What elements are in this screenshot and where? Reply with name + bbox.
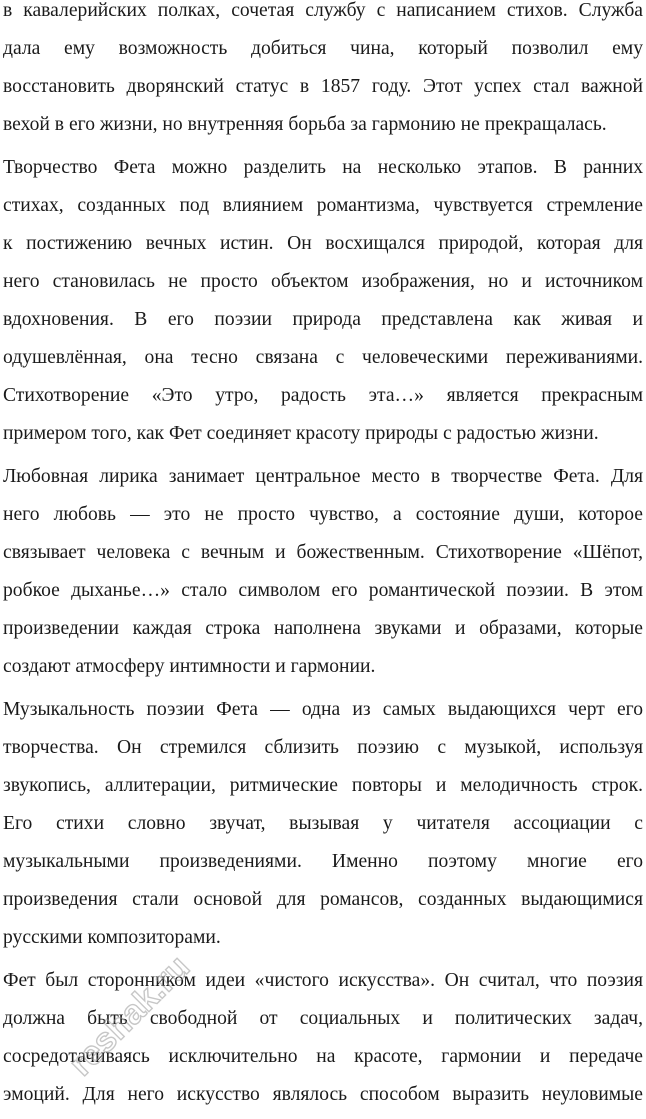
text-line: звукопись, аллитерации, ритмические повторы и мелодичность строк. xyxy=(3,775,643,796)
text-line: сосредотачиваясь исключительно на красоте, гармонии и передаче xyxy=(3,1046,643,1067)
text-line: Музыкальность поэзии Фета — одна из самых выдающихся черт его xyxy=(3,699,643,720)
text-line: вехой в его жизни, но внутренняя борьба за гармонию не прекращалась. xyxy=(3,114,607,135)
paragraph-2 xyxy=(3,149,643,453)
paragraph-1 xyxy=(3,0,643,144)
text-line: робкое дыханье…» стало символом его романтической поэзии. В этом xyxy=(3,580,643,601)
text-line: вдохновения. В его поэзии природа представлена как живая и xyxy=(3,309,643,330)
text-line: музыкальными произведениями. Именно поэтому многие его xyxy=(3,851,643,872)
text-line: русскими композиторами. xyxy=(3,927,221,948)
watermark-text: reshak.ru xyxy=(61,948,198,1084)
text-line: создают атмосферу интимности и гармонии. xyxy=(3,656,376,677)
text-line: Фет был сторонником идеи «чистого искусства». Он считал, что поэзия xyxy=(3,970,643,991)
text-line: Стихотворение «Это утро, радость эта…» является прекрасным xyxy=(3,385,643,406)
text-line: Его стихи словно звучат, вызывая у читателя ассоциации с xyxy=(3,813,643,834)
text-column xyxy=(3,0,643,1119)
text-line: произведения стали основой для романсов, созданных выдающимися xyxy=(3,889,643,910)
text-line: творчества. Он стремился сблизить поэзию с музыкой, используя xyxy=(3,737,643,758)
text-line: связывает человека с вечным и божественным. Стихотворение «Шёпот, xyxy=(3,542,643,563)
text-line: произведении каждая строка наполнена звуками и образами, которые xyxy=(3,618,643,639)
text-line: одушевлённая, она тесно связана с человеческими переживаниями. xyxy=(3,347,643,368)
text-line: восстановить дворянский статус в 1857 году. Этот успех стал важной xyxy=(3,76,643,97)
text-line: него становилась не просто объектом изображения, но и источником xyxy=(3,271,643,292)
text-line: Любовная лирика занимает центральное место в творчестве Фета. Для xyxy=(3,466,643,487)
text-line: него любовь — это не просто чувство, а состояние души, которое xyxy=(3,504,643,525)
text-line: примером того, как Фет соединяет красоту природы с радостью жизни. xyxy=(3,423,599,444)
text-line: Творчество Фета можно разделить на несколько этапов. В ранних xyxy=(3,157,643,178)
paragraph-3 xyxy=(3,458,643,686)
text-line: к постижению вечных истин. Он восхищался природой, которая для xyxy=(3,233,643,254)
text-line: стихах, созданных под влиянием романтизма, чувствуется стремление xyxy=(3,195,643,216)
paragraph-5 xyxy=(3,962,643,1114)
text-line: эмоций. Для него искусство являлось способом выразить неуловимые xyxy=(3,1084,643,1105)
text-line: дала ему возможность добиться чина, который позволил ему xyxy=(3,38,643,59)
text-line: должна быть свободной от социальных и политических задач, xyxy=(3,1008,643,1029)
paragraph-4 xyxy=(3,691,643,957)
text-line: в кавалерийских полках, сочетая службу с написанием стихов. Служба xyxy=(3,0,643,21)
